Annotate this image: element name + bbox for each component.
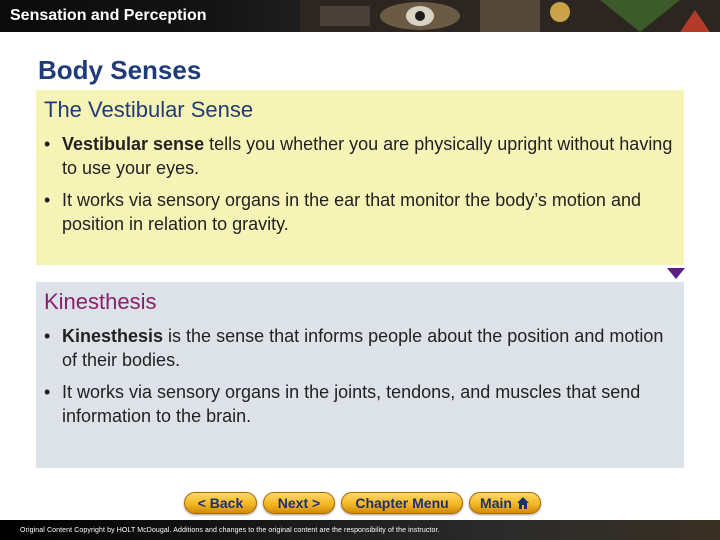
bullet-text: tells you whether you are physically upright without having to use your eyes. xyxy=(62,134,673,178)
header-title: Sensation and Perception xyxy=(10,7,207,24)
bullet-text: It works via sensory organs in the ear that monitor the body’s motion and position in relation to gravity. xyxy=(62,190,641,234)
footer-bar xyxy=(0,520,720,540)
house-icon xyxy=(516,496,530,510)
copyright-text: Original Content Copyright by HOLT McDougal. Additions and changes to the original content are the responsibility of the instructor. xyxy=(20,527,440,534)
chapter-menu-button[interactable]: Chapter Menu xyxy=(341,492,463,514)
bullet-text: It works via sensory organs in the joints, tendons, and muscles that send information to the brain. xyxy=(62,382,641,426)
section-heading: The Vestibular Sense xyxy=(44,97,254,122)
section-vestibular xyxy=(36,90,684,265)
bullet-item xyxy=(44,132,680,180)
bullet-icon: • xyxy=(44,382,51,402)
bullet-term: Kinesthesis xyxy=(62,326,164,346)
bullet-item xyxy=(44,380,680,428)
down-triangle-icon xyxy=(667,268,685,279)
bullet-term: Vestibular sense xyxy=(62,134,205,154)
main-button-label: Main xyxy=(480,495,512,511)
next-button[interactable]: Next > xyxy=(263,492,335,514)
section-heading: Kinesthesis xyxy=(44,289,157,314)
section-kinesthesis xyxy=(36,282,684,468)
bullet-item xyxy=(44,324,680,372)
bullet-item xyxy=(44,188,680,236)
main-button[interactable] xyxy=(469,492,541,514)
header-bar xyxy=(0,0,720,32)
header-collage-image xyxy=(300,0,720,32)
back-button[interactable]: < Back xyxy=(184,492,257,514)
page-title: Body Senses xyxy=(38,55,202,85)
bullet-icon: • xyxy=(44,190,51,210)
bullet-icon: • xyxy=(44,326,51,346)
bullet-icon: • xyxy=(44,134,51,154)
bullet-text: is the sense that informs people about the position and motion of their bodies. xyxy=(62,326,664,370)
